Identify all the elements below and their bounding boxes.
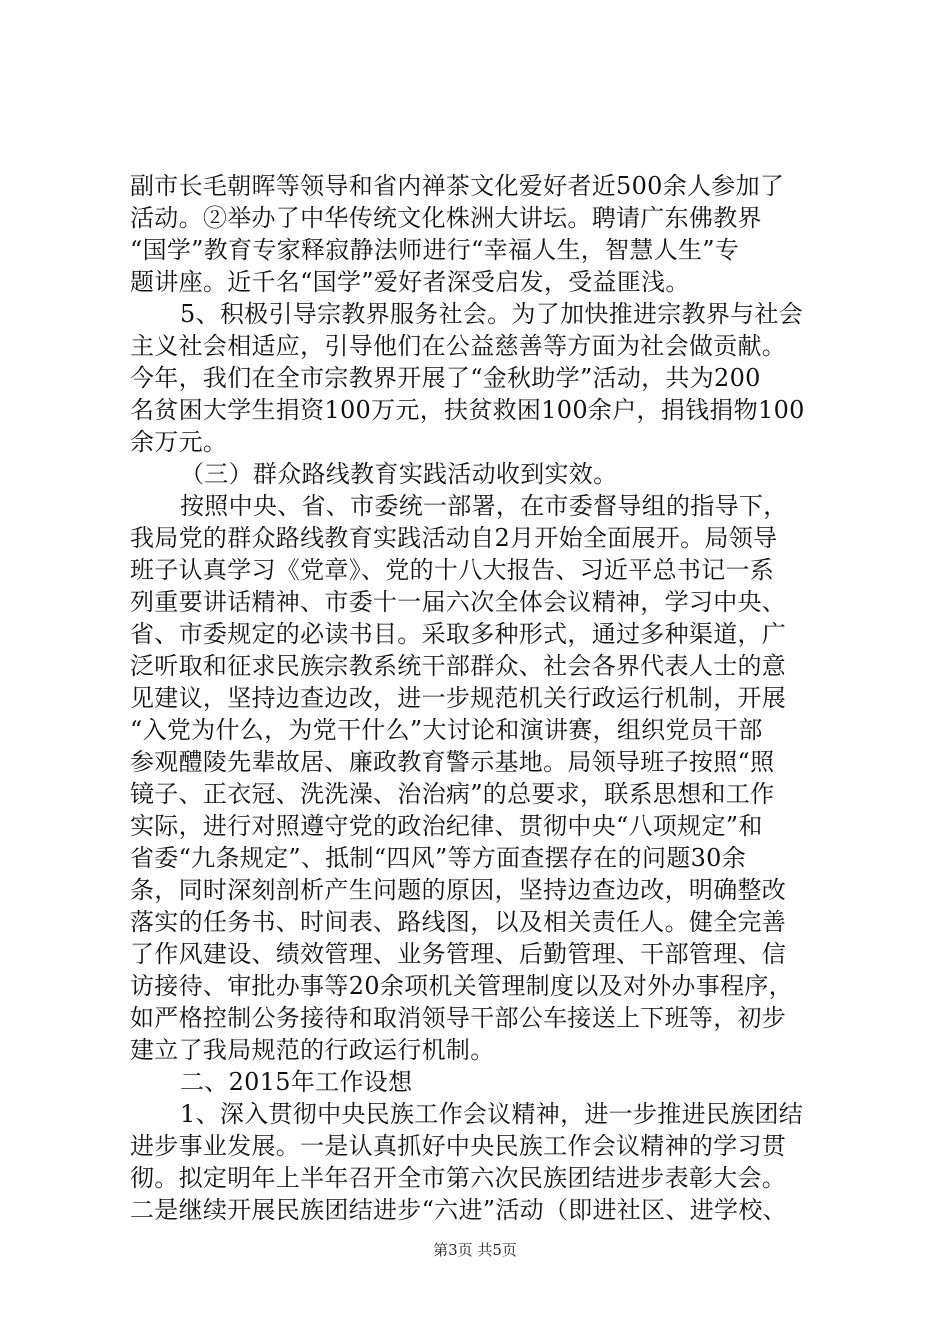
text-line: 访接待、审批办事等20余项机关管理制度以及对外办事程序，: [130, 972, 793, 1000]
section-heading: （三）群众路线教育实践活动收到实效。: [180, 460, 618, 488]
text-line: 5、积极引导宗教界服务社会。为了加快推进宗教界与社会: [180, 300, 804, 328]
text-line: 列重要讲话精神、市委十一届六次全体会议精神，学习中央、: [130, 588, 787, 616]
text-line: “入党为什么，为党干什么”大讨论和演讲赛，组织党员干部: [130, 716, 763, 744]
text-line: 1、深入贯彻中央民族工作会议精神，进一步推进民族团结: [180, 1100, 804, 1128]
text-line: 我局党的群众路线教育实践活动自2月开始全面展开。局领导: [130, 524, 778, 552]
text-line: 班子认真学习《党章》、党的十八大报告、习近平总书记一系: [130, 556, 775, 584]
page-number-footer: 第3页 共5页: [433, 1241, 517, 1259]
text-line: 参观醴陵先辈故居、廉政教育警示基地。局领导班子按照“照: [130, 748, 775, 776]
text-line: 建立了我局规范的行政运行机制。: [130, 1036, 495, 1064]
text-line: 见建议，坚持边查边改，进一步规范机关行政运行机制，开展: [130, 684, 787, 712]
text-line: 条，同时深刻剖析产生问题的原因，坚持边查边改，明确整改: [130, 876, 787, 904]
text-line: 题讲座。近千名“国学”爱好者深受启发，受益匪浅。: [130, 268, 690, 296]
text-line: 进步事业发展。一是认真抓好中央民族工作会议精神的学习贯: [130, 1132, 787, 1160]
text-line: 按照中央、省、市委统一部署，在市委督导组的指导下，: [180, 492, 788, 520]
text-line: 如严格控制公务接待和取消领导干部公车接送上下班等，初步: [130, 1004, 787, 1032]
text-line: 活动。②举办了中华传统文化株洲大讲坛。聘请广东佛教界: [130, 204, 762, 232]
text-line: 副市长毛朝晖等领导和省内禅茶文化爱好者近500余人参加了: [130, 172, 785, 200]
text-line: 主义社会相适应，引导他们在公益慈善等方面为社会做贡献。: [130, 332, 787, 360]
text-line: 名贫困大学生捐资100万元，扶贫救困100余户，捐钱捐物100: [130, 396, 805, 424]
text-line: 彻。拟定明年上半年召开全市第六次民族团结进步表彰大会。: [130, 1164, 787, 1192]
text-line: 余万元。: [130, 428, 228, 456]
text-line: 省、市委规定的必读书目。采取多种形式，通过多种渠道，广: [130, 620, 787, 648]
text-line: 镜子、正衣冠、洗洗澡、治治病”的总要求，联系思想和工作: [130, 780, 775, 808]
text-line: 今年，我们在全市宗教界开展了“金秋助学”活动，共为200: [130, 364, 761, 392]
text-line: 省委“九条规定”、抵制“四风”等方面查摆存在的问题30余: [130, 844, 747, 872]
text-line: “国学”教育专家释寂静法师进行“幸福人生，智慧人生”专: [130, 236, 740, 264]
section-heading: 二、2015年工作设想: [180, 1068, 413, 1096]
text-line: 了作风建设、绩效管理、业务管理、后勤管理、干部管理、信: [130, 940, 787, 968]
text-line: 泛听取和征求民族宗教系统干部群众、社会各界代表人士的意: [130, 652, 787, 680]
body-text: [130, 170, 830, 1226]
text-line: 落实的任务书、时间表、路线图，以及相关责任人。健全完善: [130, 908, 787, 936]
text-line: 二是继续开展民族团结进步“六进”活动（即进社区、进学校、: [130, 1196, 787, 1224]
text-line: 实际，进行对照遵守党的政治纪律、贯彻中央“八项规定”和: [130, 812, 763, 840]
